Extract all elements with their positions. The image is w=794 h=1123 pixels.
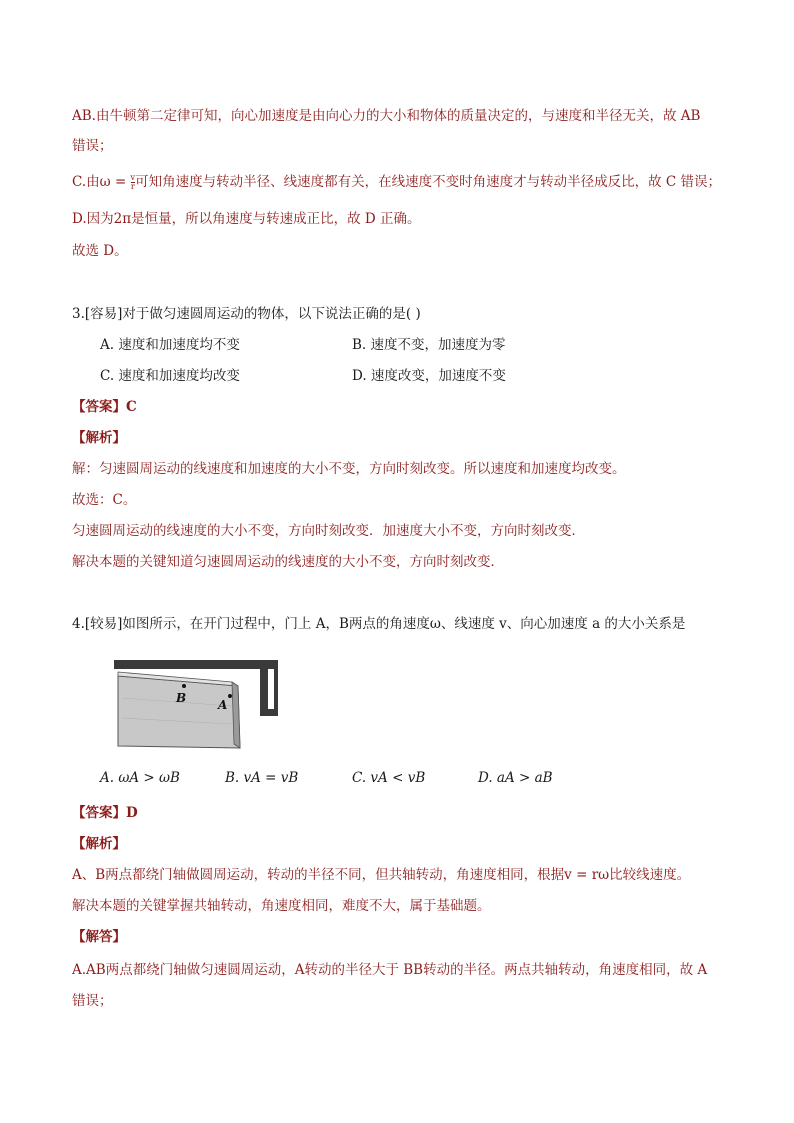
- question-3-solution-4: 解决本题的关键知道匀速圆周运动的线速度的大小不变，方向时刻改变．: [72, 554, 504, 570]
- solution-line-c: C.由ω = $\frac{v}{r}$ 可知角速度与转动半径、线速度都有关，在线速度不变时角速度才与转动半径成反比，故 C 错误；: [72, 173, 721, 191]
- door-figure: [112, 658, 282, 750]
- question-4-analysis-title: 【解析】: [72, 836, 126, 852]
- question-3-option-a: A. 速度和加速度均不变: [100, 337, 240, 353]
- question-4-option-a: A. ωA > ωB: [100, 770, 180, 786]
- question-3-option-d: D. 速度改变，加速度不变: [352, 368, 506, 384]
- solution-line-d: D.因为2π是恒量，所以角速度与转速成正比，故 D 正确。: [72, 211, 421, 227]
- solution-line-ab-cont: 错误；: [72, 138, 113, 154]
- question-3-stem: 3.[容易]对于做匀速圆周运动的物体，以下说法正确的是( ): [72, 306, 421, 322]
- fraction-v-over-r: $\frac{v}{r}$: [130, 173, 136, 191]
- question-3-option-b: B. 速度不变，加速度为零: [352, 337, 506, 353]
- question-4-option-d: D. aA > aB: [478, 770, 553, 786]
- question-3-analysis-title: 【解析】: [72, 430, 126, 446]
- question-3-option-c: C. 速度和加速度均改变: [100, 368, 240, 384]
- question-3-solution-1: 解：匀速圆周运动的线速度和加速度的大小不变，方向时刻改变。所以速度和加速度均改变。: [72, 461, 626, 477]
- solution-line-ab: AB.由牛顿第二定律可知，向心加速度是由向心力的大小和物体的质量决定的，与速度和半径无关，故 AB: [72, 108, 701, 124]
- question-4-option-c: C. vA < vB: [352, 770, 426, 786]
- question-3-solution-2: 故选：C。: [72, 492, 137, 508]
- door-illustration: [112, 658, 282, 750]
- question-4-solution-title: 【解答】: [72, 929, 126, 945]
- question-4-answer: 【答案】D: [72, 805, 138, 821]
- question-4-analysis-2: 解决本题的关键掌握共轴转动，角速度相同，难度不大，属于基础题。: [72, 898, 491, 914]
- question-4-analysis-1: A、B两点都绕门轴做圆周运动，转动的半径不同，但共轴转动，角速度相同，根据v = rω比较线速度。: [72, 867, 691, 883]
- question-4-solution-1: A.AB两点都绕门轴做匀速圆周运动，A转动的半径大于 BB转动的半径。两点共轴转动，角速度相同，故 A: [72, 962, 708, 978]
- figure-label-a: A: [218, 698, 228, 712]
- question-3-answer: 【答案】C: [72, 399, 137, 415]
- question-4-solution-2: 错误；: [72, 993, 113, 1009]
- question-4-option-b: B. vA = vB: [225, 770, 299, 786]
- solution-line-choice: 故选 D。: [72, 243, 128, 259]
- question-4-stem: 4.[较易]如图所示，在开门过程中，门上 A，B两点的角速度ω、线速度 v、向心加速度 a 的大小关系是: [72, 616, 686, 632]
- figure-label-b: B: [176, 691, 187, 705]
- question-3-solution-3: 匀速圆周运动的线速度的大小不变，方向时刻改变．加速度大小不变，方向时刻改变．: [72, 523, 585, 539]
